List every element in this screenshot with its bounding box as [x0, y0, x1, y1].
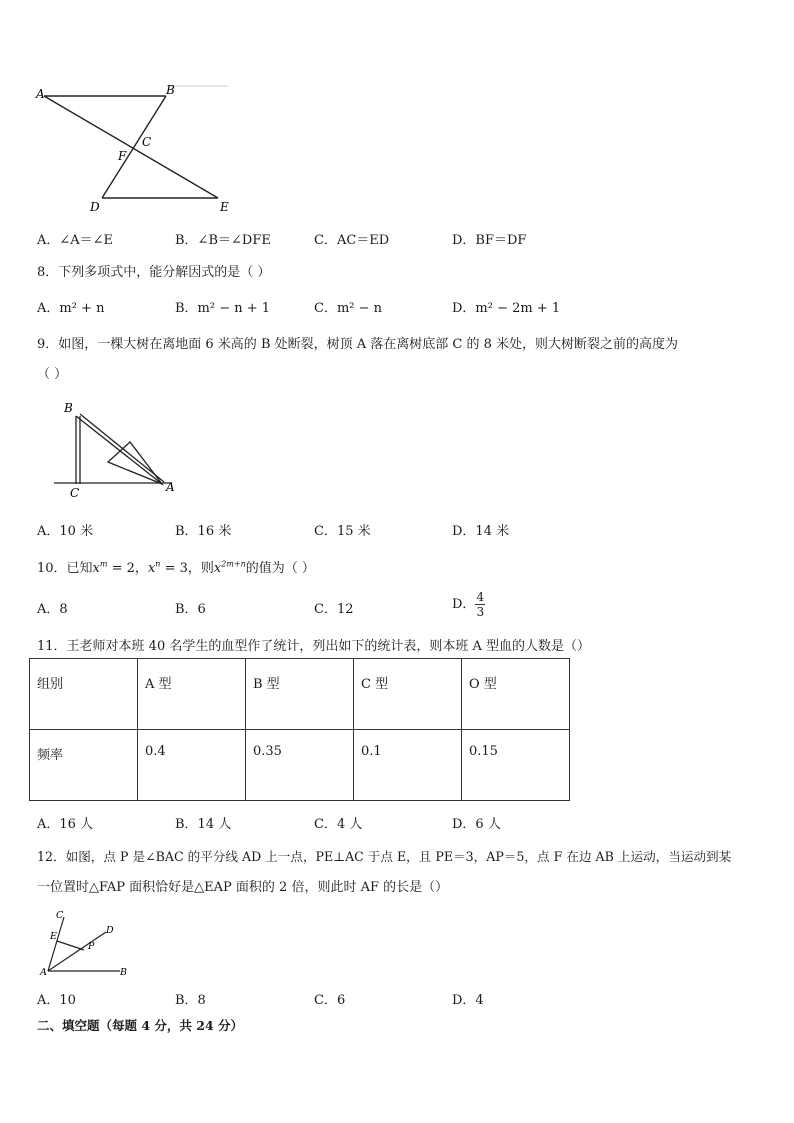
q11-stem: 11．王老师对本班 40 名学生的血型作了统计，列出如下的统计表，则本班 A 型血的人数是（）	[37, 639, 591, 654]
q10-value-2: = 3	[160, 561, 188, 576]
q12-label-p: P	[88, 941, 95, 952]
q8-stem: 8．下列多项式中，能分解因式的是（ ）	[37, 265, 271, 280]
q10-stem-prefix: 10．已知	[37, 561, 93, 576]
section-heading-fill-in: 二、填空题（每题 4 分，共 24 分）	[37, 1018, 244, 1033]
q10-option-a[interactable]: A．8	[37, 602, 68, 617]
q10-base-1: x	[92, 561, 100, 576]
q12-option-c[interactable]: C．6	[314, 993, 346, 1008]
q9-option-d[interactable]: D．14 米	[452, 524, 510, 539]
q10-option-b[interactable]: B．6	[175, 602, 206, 617]
table-header-cell: C 型	[354, 659, 462, 730]
table-header-cell: A 型	[138, 659, 246, 730]
q9-option-c[interactable]: C．15 米	[314, 524, 371, 539]
q10-base-2: x	[147, 561, 156, 576]
q7-label-e: E	[220, 200, 229, 214]
q12-label-c: C	[56, 910, 64, 921]
q12-option-b[interactable]: B．8	[175, 993, 206, 1008]
table-cell: 频率	[30, 730, 138, 801]
q7-label-b: B	[166, 83, 175, 97]
q11-option-c[interactable]: C．4 人	[314, 817, 363, 832]
q8-option-d[interactable]: D．m² − 2m + 1	[452, 301, 561, 316]
q12-stem-line1: 12．如图，点 P 是∠BAC 的平分线 AD 上一点，PE⊥AC 于点 E，且 PE＝3，AP＝5，点 F 在边 AB 上运动，当运动到某	[37, 849, 732, 864]
q9-label-b: B	[64, 401, 73, 415]
table-header-cell: O 型	[462, 659, 570, 730]
q10-value-1: = 2	[107, 561, 135, 576]
q10-exp-3: 2m+n	[221, 559, 246, 569]
table-cell: 0.35	[246, 730, 354, 801]
table-header-row	[30, 659, 570, 730]
q8-option-c[interactable]: C．m² − n	[314, 301, 383, 316]
table-header-cell: B 型	[246, 659, 354, 730]
q7-label-f: F	[118, 149, 127, 163]
q12-stem-line2: 一位置时△FAP 面积恰好是△EAP 面积的 2 倍，则此时 AF 的长是（）	[37, 880, 449, 895]
q12-label-e: E	[50, 931, 57, 942]
q8-option-b[interactable]: B．m² − n + 1	[175, 301, 271, 316]
q10-fraction-numerator: 4	[476, 590, 485, 604]
q9-option-b[interactable]: B．16 米	[175, 524, 232, 539]
q7-label-a: A	[36, 87, 45, 101]
q11-option-a[interactable]: A．16 人	[37, 817, 94, 832]
q10-exp-2: n	[155, 559, 161, 569]
q9-stem-line2: （ ）	[37, 367, 68, 382]
q7-option-c[interactable]: C．AC＝ED	[314, 233, 390, 248]
q10-stem-suffix: 的值为（ ）	[245, 561, 315, 576]
q10-exp-1: m	[99, 559, 108, 569]
q9-stem-line1: 9．如图，一棵大树在离地面 6 米高的 B 处断裂，树顶 A 落在离树底部 C 的 8 米处，则大树断裂之前的高度为	[37, 337, 679, 352]
q10-option-c[interactable]: C．12	[314, 602, 354, 617]
q12-figure	[36, 908, 136, 980]
table-row	[30, 730, 570, 801]
q10-comma-1: ，	[134, 561, 148, 576]
q8-option-a[interactable]: A．m² + n	[37, 301, 105, 316]
q9-label-a: A	[166, 480, 175, 494]
q12-label-a: A	[40, 967, 47, 978]
table-cell: 0.1	[354, 730, 462, 801]
q12-label-b: B	[120, 967, 127, 978]
q11-frequency-table	[29, 658, 570, 801]
q7-label-d: D	[90, 200, 100, 214]
q7-option-d[interactable]: D．BF＝DF	[452, 233, 527, 248]
q10-base-3: x	[213, 561, 222, 576]
q7-label-c: C	[142, 135, 152, 149]
table-header-cell: 组别	[30, 659, 138, 730]
table-cell: 0.15	[462, 730, 570, 801]
q10-option-d[interactable]	[452, 590, 485, 619]
q12-option-a[interactable]: A．10	[37, 993, 76, 1008]
q9-figure	[50, 396, 185, 502]
q11-option-b[interactable]: B．14 人	[175, 817, 232, 832]
q7-option-b[interactable]: B．∠B＝∠DFE	[175, 233, 271, 248]
q9-option-a[interactable]: A．10 米	[37, 524, 94, 539]
q7-figure	[30, 80, 240, 215]
q10-stem	[37, 557, 315, 576]
q10-comma-2: ，则	[187, 561, 214, 576]
q10-option-d-prefix: D．	[452, 597, 476, 612]
q9-label-c: C	[70, 486, 80, 500]
q12-option-d[interactable]: D．4	[452, 993, 484, 1008]
q10-fraction-denominator: 3	[476, 605, 485, 619]
q12-label-d: D	[106, 925, 114, 936]
table-cell: 0.4	[138, 730, 246, 801]
q7-option-a[interactable]: A．∠A＝∠E	[37, 233, 114, 248]
q10-option-d-fraction	[475, 590, 485, 619]
q11-option-d[interactable]: D．6 人	[452, 817, 501, 832]
